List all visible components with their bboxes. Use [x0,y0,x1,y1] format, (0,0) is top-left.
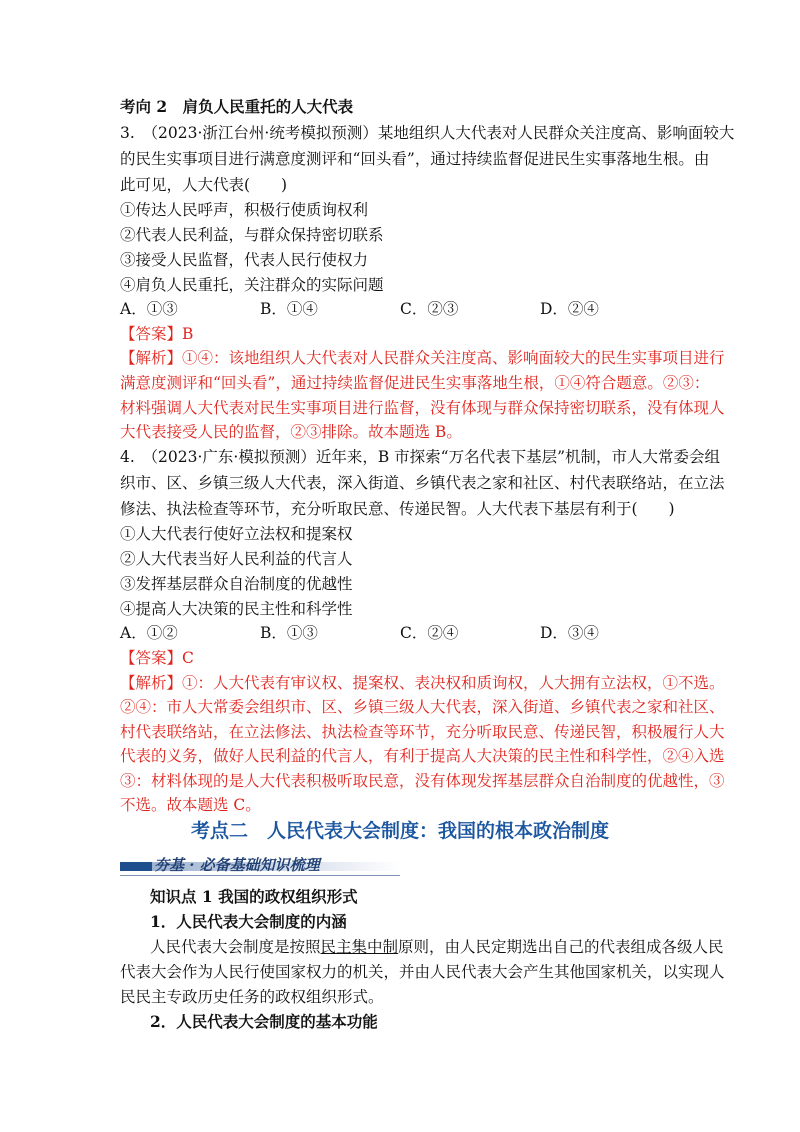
q3-option-a: A．①③ [120,300,178,318]
body-paragraph-line [150,937,724,957]
subsection-title: 2．人民代表大会制度的基本功能 [150,1012,378,1031]
q3-analysis-line: 满意度测评和“回头看”，通过持续监督促进民生实事落地生根，①④符合题意。②③： [120,374,710,392]
q3-statement: ②代表人民利益，与群众保持密切联系 [120,226,384,244]
q3-option-b: B．①④ [260,300,318,318]
kaodian-title: 考点二 人民代表大会制度：我国的根本政治制度 [190,820,609,842]
knowledge-point-title: 知识点 1 我国的政权组织形式 [150,887,358,906]
para-text-post: 原则，由人民定期选出自己的代表组成各级人民 [398,938,724,956]
subsection-title: 1．人民代表大会制度的内涵 [150,912,347,931]
q4-option-a: A．①② [120,624,178,642]
q4-statement: ②人大代表当好人民利益的代言人 [120,550,353,568]
q3-analysis-line: 材料强调人大代表对民生实事项目进行监督，没有体现与群众保持密切联系，没有体现人 [120,399,725,417]
section-banner [120,854,400,876]
q4-analysis-line: 代表的义务，做好人民利益的代言人，有利于提高人大决策的民主性和科学性，②④入选 [120,747,725,765]
body-paragraph-line: 代表大会作为人民行使国家权力的机关，并由人民代表大会产生其他国家机关，以实现人 [120,963,725,981]
q4-option-c: C．②④ [400,624,459,642]
q4-stem-line: 修法、执法检查等环节，充分听取民意、传递民智。人大代表下基层有利于( ) [120,500,675,518]
underlined-term: 民主集中制 [320,938,399,956]
banner-text: 夯基 · 必备基础知识梳理 [154,856,320,874]
q4-statement: ④提高人大决策的民主性和科学性 [120,600,353,618]
para-text-pre: 人民代表大会制度是按照 [150,938,321,956]
q4-analysis-line: 【解析】①：人大代表有审议权、提案权、表决权和质询权，人大拥有立法权，①不选。 [120,674,725,692]
q3-option-d: D．②④ [540,300,599,318]
q4-stem-line: 4. （2023·广东·模拟预测）近年来，B 市探索“万名代表下基层”机制，市人大常委会组 [120,448,721,466]
q4-analysis-line: ②④：市人大常委会组织市、区、乡镇三级人大代表，深入街道、乡镇代表之家和社区、 [120,698,725,716]
q4-stem-line: 织市、区、乡镇三级人大代表，深入街道、乡镇代表之家和社区、村代表联络站，在立法 [120,474,725,492]
q4-answer: 【答案】C [120,649,194,667]
section-heading: 考向 2 肩负人民重托的人大代表 [120,97,354,116]
q4-statement: ①人大代表行使好立法权和提案权 [120,525,353,543]
q3-statement: ④肩负人民重托，关注群众的实际问题 [120,276,384,294]
q3-answer: 【答案】B [120,325,194,343]
q4-analysis-line: 村代表联络站，在立法修法、执法检查等环节，充分听取民意、传递民智，积极履行人大 [120,723,725,741]
banner-rule [120,875,400,876]
q4-option-d: D．③④ [540,624,599,642]
q3-stem-line: 此可见，人大代表( ) [120,176,288,194]
body-paragraph-line: 民民主专政历史任务的政权组织形式。 [120,988,384,1006]
q4-analysis-line: 不选。故本题选 C。 [120,796,261,814]
q3-analysis-line: 【解析】①④：该地组织人大代表对人民群众关注度高、影响面较大的民生实事项目进行 [120,349,725,367]
q3-stem-line: 的民生实事项目进行满意度测评和“回头看”，通过持续监督促进民生实事落地生根。由 [120,150,710,168]
q4-option-b: B．①③ [260,624,318,642]
q3-statement: ①传达人民呼声，积极行使质询权利 [120,201,369,219]
q3-statement: ③接受人民监督，代表人民行使权力 [120,251,369,269]
q3-analysis-line: 大代表接受人民的监督，②③排除。故本题选 B。 [120,423,462,441]
q4-analysis-line: ③：材料体现的是人大代表积极听取民意，没有体现发挥基层群众自治制度的优越性，③ [120,772,725,790]
q4-statement: ③发挥基层群众自治制度的优越性 [120,575,353,593]
banner-accent-bar [120,862,152,871]
q3-stem-line: 3. （2023·浙江台州·统考模拟预测）某地组织人大代表对人民群众关注度高、影响面较大 [120,124,735,142]
q3-option-c: C．②③ [400,300,459,318]
